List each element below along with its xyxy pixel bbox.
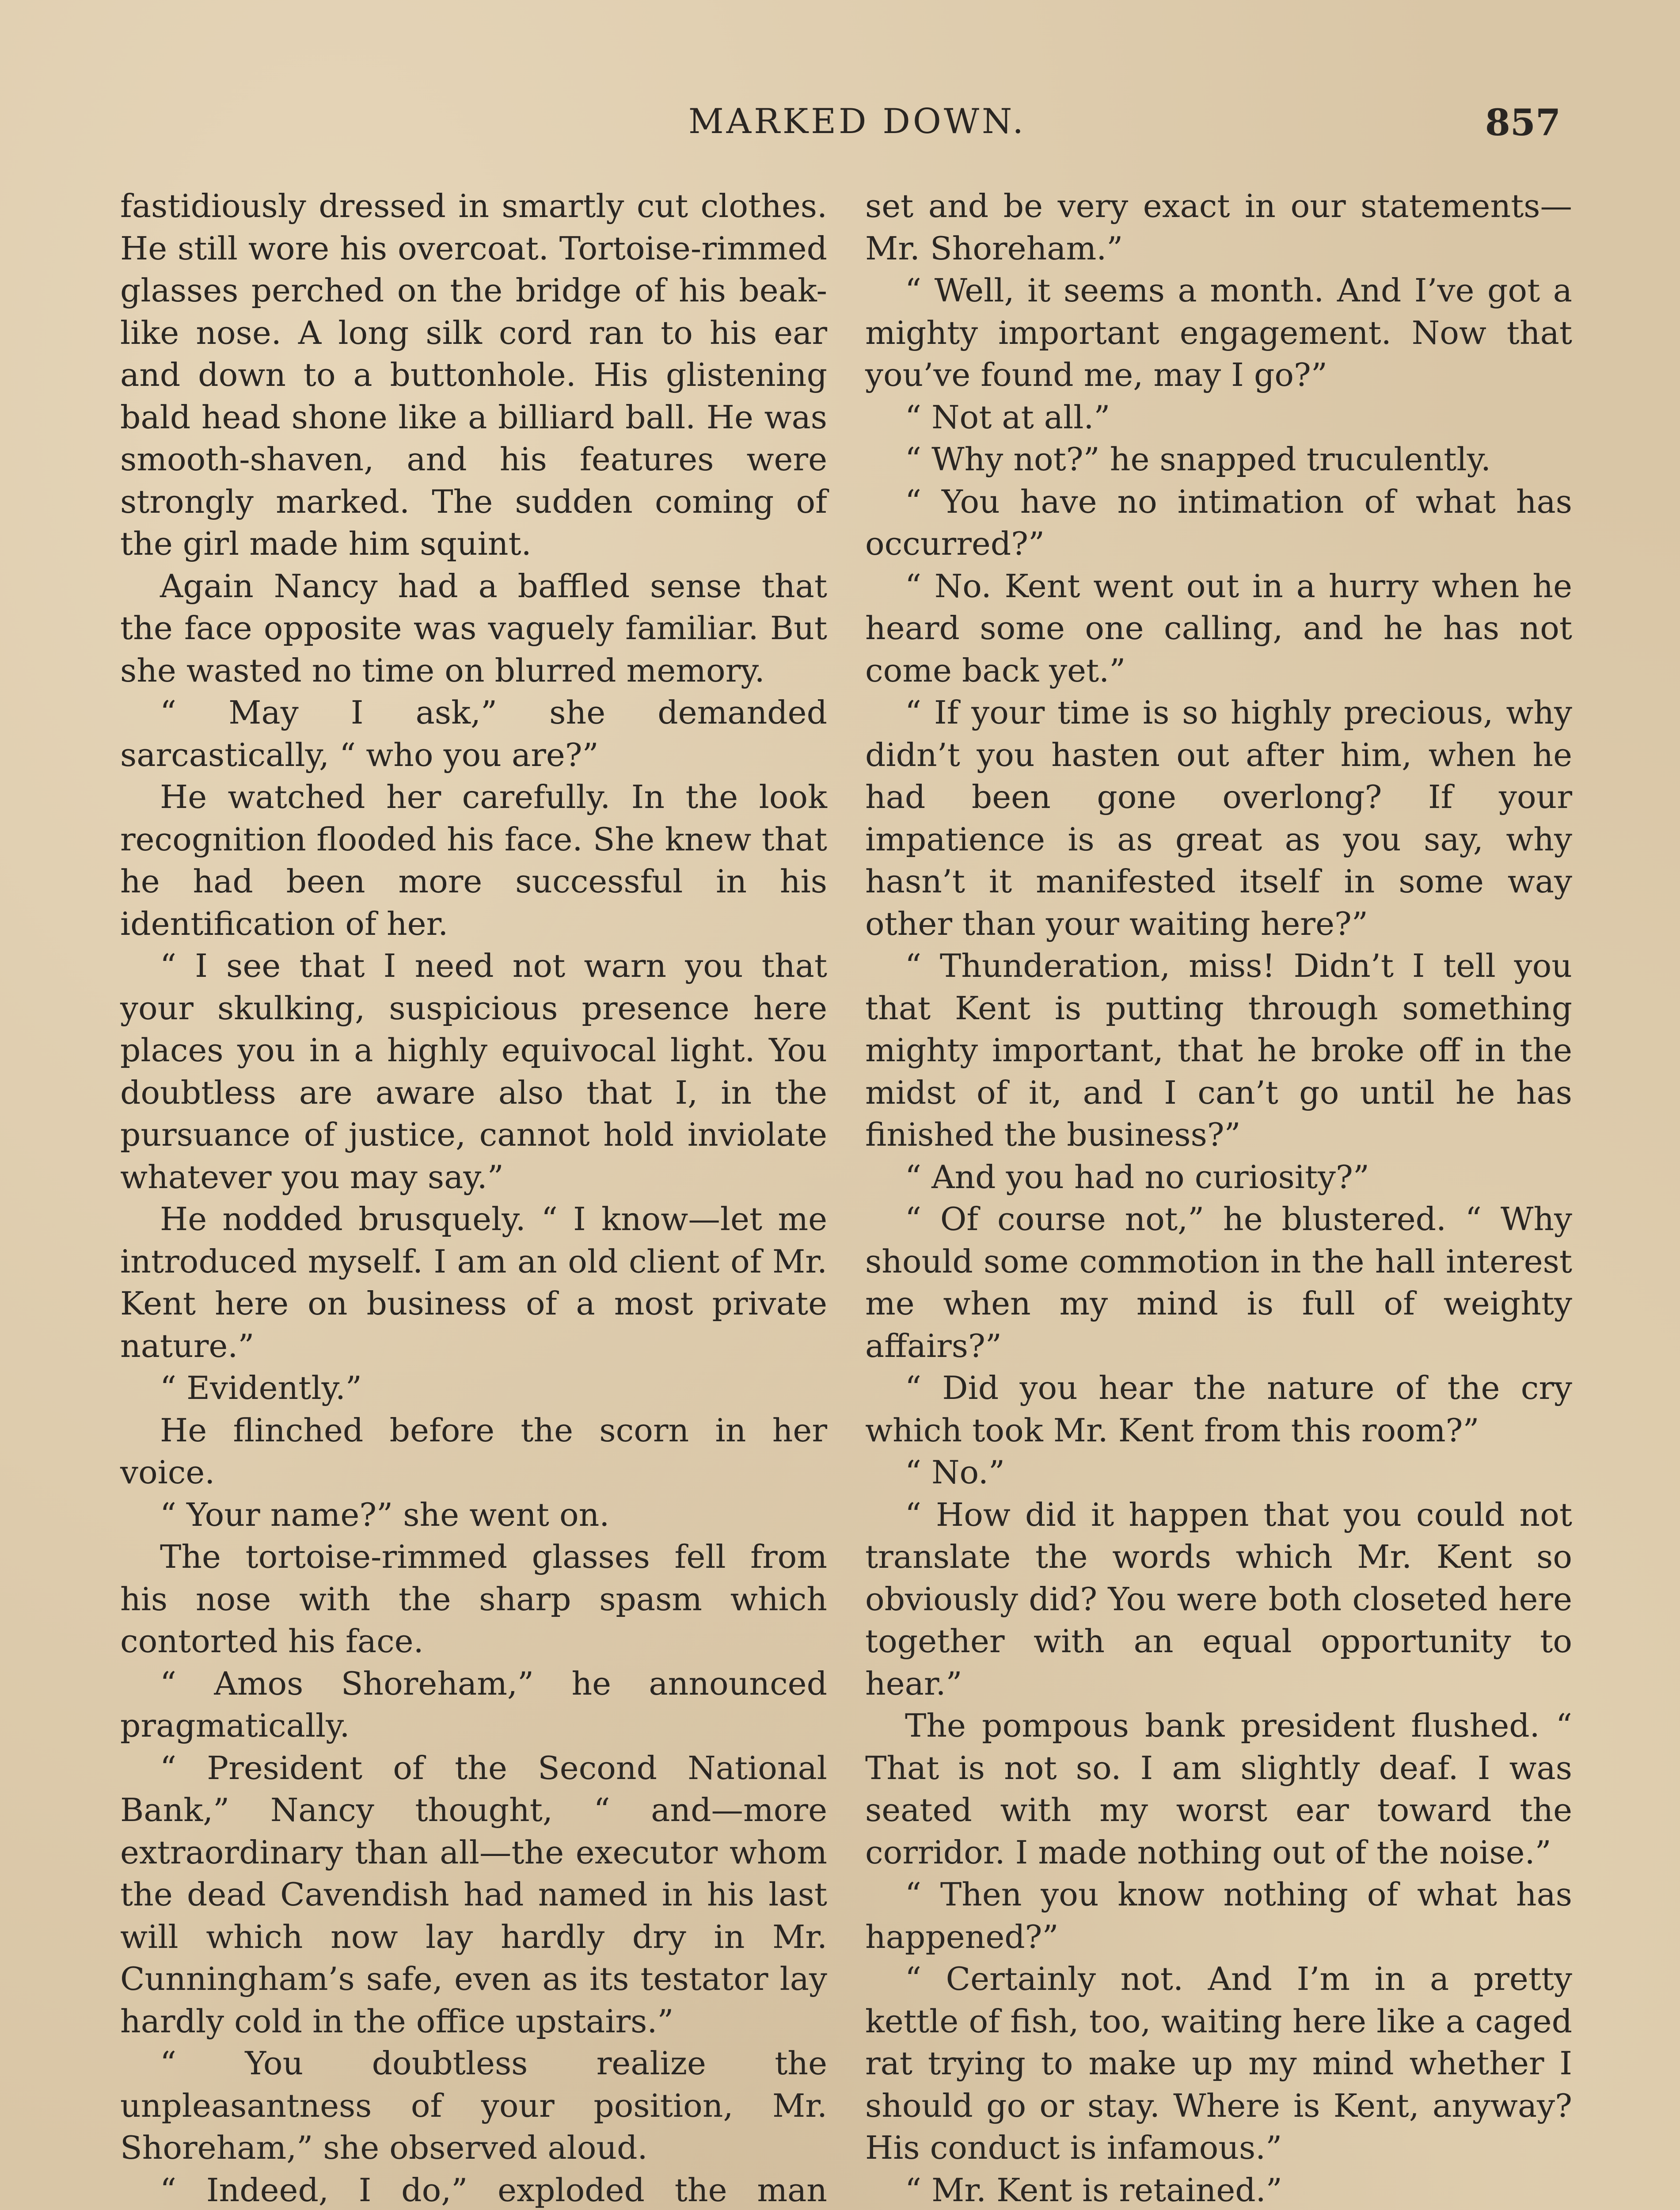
paragraph: He flinched before the scorn in her voice. xyxy=(120,1412,827,1491)
paragraph: “ No.” xyxy=(905,1454,1005,1491)
paragraph: fastidiously dressed in smartly cut clothes. He still wore his overcoat. Tortoise-rimmed glasses perched on the bridge of his beak-like nose. A long silk cord ran to his ear and down to a buttonhole. His glistening bald head shone like a billiard ball. He was smooth-shaven, and his features were strongly marked. The sudden coming of the girl made him squint. xyxy=(120,188,827,563)
running-head: MARKED DOWN. xyxy=(688,102,1026,141)
paragraph: “ Your name?” she went on. xyxy=(160,1496,610,1534)
paragraph: “ Well, it seems a month. And I’ve got a mighty important engagement. Now that you’ve found me, may I go?” xyxy=(865,272,1572,394)
paragraph: “ And you had no curiosity?” xyxy=(905,1158,1369,1196)
paragraph: “ Amos Shoreham,” he announced pragmatically. xyxy=(120,1665,827,1745)
paragraph: “ Certainly not. And I’m in a pretty kettle of fish, too, waiting here like a caged rat trying to make up my mind whether I should go or stay. Where is Kent, anyway? His conduct is infamous.” xyxy=(865,1961,1572,2167)
right-column xyxy=(865,186,1572,2210)
paragraph: The tortoise-rimmed glasses fell from his nose with the sharp spasm which contorted his face. xyxy=(120,1539,827,1660)
paragraph: “ Indeed, I do,” exploded the man xyxy=(160,2172,827,2209)
paragraph: He nodded brusquely. “ I know—let me introduced myself. I am an old client of Mr. Kent here on business of a most private nature.” xyxy=(120,1201,827,1365)
left-column xyxy=(120,186,827,2210)
paragraph: “ May I ask,” she demanded sarcastically, “ who you are?” xyxy=(120,694,827,774)
paragraph: “ Of course not,” he blustered. “ Why should some commotion in the hall interest me when my mind is full of weighty affairs?” xyxy=(865,1201,1572,1365)
paragraph: “ You doubtless realize the unpleasantness of your position, Mr. Shoreham,” she observed aloud. xyxy=(120,2045,827,2167)
paragraph: “ President of the Second National Bank,” Nancy thought, “ and—more extraordinary than all—the executor whom the dead Cavendish had named in his last will which now lay hardly dry in Mr. Cunningham’s safe, even as its testator lay hardly cold in the office upstairs.” xyxy=(120,1749,827,2040)
paragraph: “ Then you know nothing of what has happened?” xyxy=(865,1876,1572,1956)
paragraph: “ How did it happen that you could not translate the words which Mr. Kent so obviously did? You were both closeted here together with an equal opportunity to hear.” xyxy=(865,1496,1572,1703)
paragraph: “ Did you hear the nature of the cry which took Mr. Kent from this room?” xyxy=(865,1370,1572,1449)
paragraph: “ You have no intimation of what has occurred?” xyxy=(865,483,1572,563)
paragraph: “ Not at all.” xyxy=(905,399,1110,436)
paragraph: The pompous bank president flushed. “ That is not so. I am slightly deaf. I was seated with my worst ear toward the corridor. I made nothing out of the noise.” xyxy=(865,1707,1572,1871)
paragraph: “ If your time is so highly precious, why didn’t you hasten out after him, when he had been gone overlong? If your impatience is as great as you say, why hasn’t it manifested itself in some way other than your waiting here?” xyxy=(865,694,1572,943)
paragraph: “ Evidently.” xyxy=(160,1370,362,1407)
page-number: 857 xyxy=(1485,102,1561,144)
paragraph: “ No. Kent went out in a hurry when he heard some one calling, and he has not come back yet.” xyxy=(865,568,1572,690)
paragraph: “ Mr. Kent is retained.” xyxy=(905,2172,1282,2209)
paragraph: “ Thunderation, miss! Didn’t I tell you that Kent is putting through something mighty important, that he broke off in the midst of it, and I can’t go until he has finished the business?” xyxy=(865,948,1572,1154)
paragraph: Again Nancy had a baffled sense that the face opposite was vaguely familiar. But she wasted no time on blurred memory. xyxy=(120,568,827,690)
paragraph: set and be very exact in our statements—Mr. Shoreham.” xyxy=(865,188,1572,267)
page-header xyxy=(0,102,1680,159)
paragraph: “ I see that I need not warn you that your skulking, suspicious presence here places you in a highly equivocal light. You doubtless are aware also that I, in the pursuance of justice, cannot hold inviolate whatever you may say.” xyxy=(120,948,827,1196)
paragraph: “ Why not?” he snapped truculently. xyxy=(905,441,1491,478)
paragraph: He watched her carefully. In the look recognition flooded his face. She knew that he had been more successful in his identification of her. xyxy=(120,779,827,943)
